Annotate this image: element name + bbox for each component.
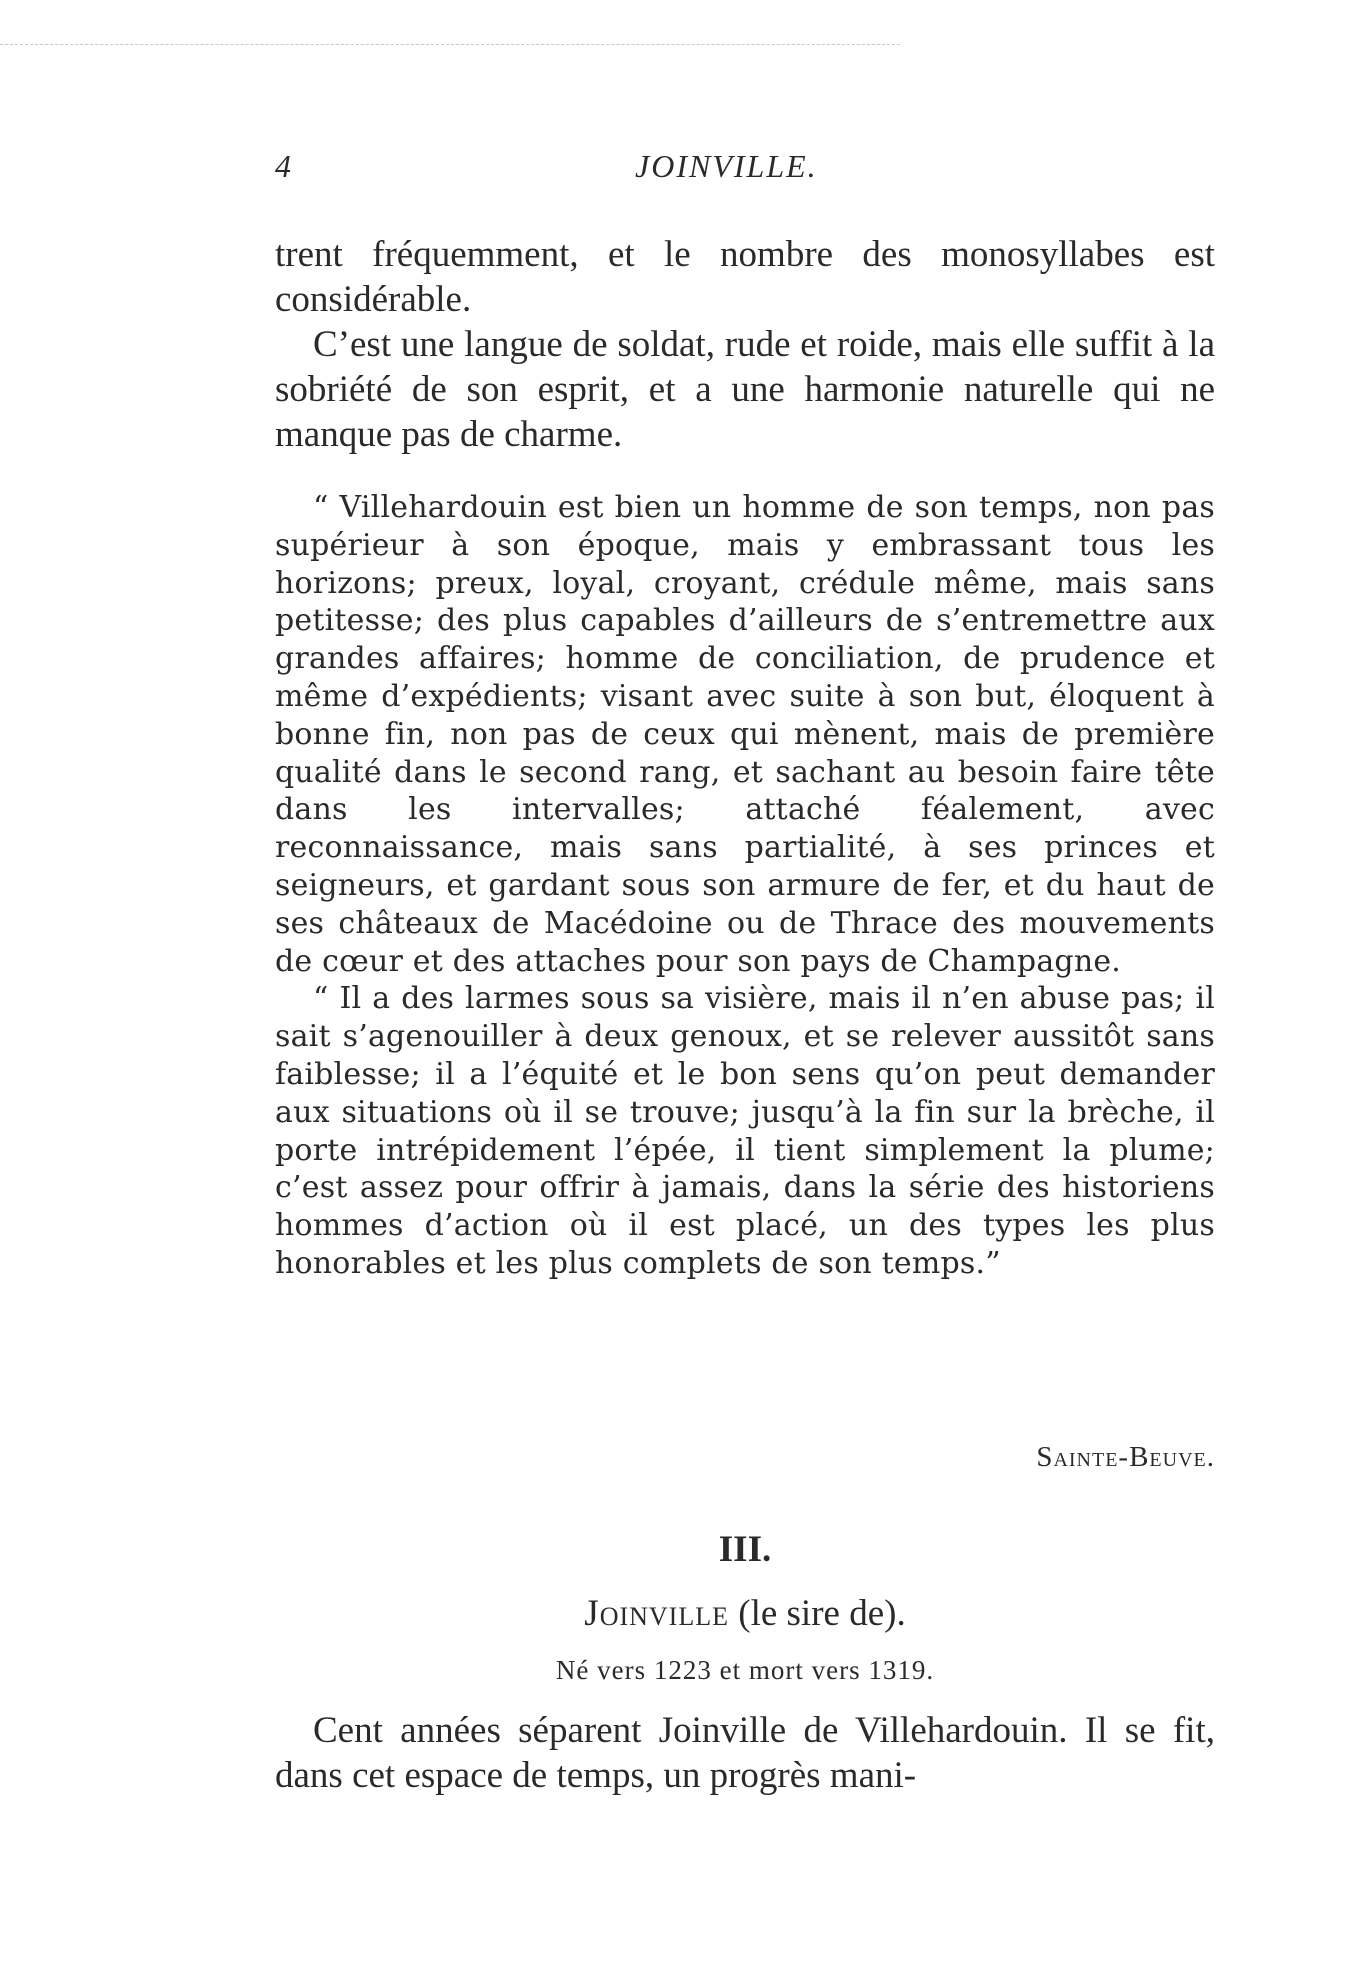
section-title bbox=[275, 1592, 1215, 1635]
quote-attribution: Sainte-Beuve. bbox=[1036, 1441, 1215, 1473]
quote-paragraph: “ Villehardouin est bien un homme de son temps, non pas supérieur à son époque, mais y embrassant tous les horizons; preux, loyal, croyant, crédule même, mais sans petitesse; des plus capables d’ailleurs de s’entremettre aux grandes affaires; homme de conciliation, de prudence et même d’expédients; visant avec suite à son but, éloquent à bonne fin, non pas de ceux qui mènent, mais de première qualité dans le second rang, et sachant au besoin faire tête dans les intervalles; attaché féalement, avec reconnaissance, mais sans partialité, à ses princes et seigneurs, et gardant sous son armure de fer, et du haut de ses châteaux de Macédoine ou de Thrace des mouvements de cœur et des attaches pour son pays de Champagne. bbox=[275, 490, 1215, 979]
body-paragraph: trent fréquemment, et le nombre des monosyllabes est considérable. bbox=[275, 234, 1215, 320]
section-title-name: Joinville bbox=[584, 1593, 729, 1634]
body-paragraph: C’est une langue de soldat, rude et roide, mais elle suffit à la sobriété de son esprit, et a une harmonie naturelle qui ne manque pas de charme. bbox=[275, 324, 1215, 455]
running-head: JOINVILLE. bbox=[635, 148, 818, 184]
section-dates: Né vers 1223 et mort vers 1319. bbox=[555, 1655, 935, 1685]
section-numeral: III. bbox=[718, 1529, 772, 1570]
quote-paragraph: “ Il a des larmes sous sa visière, mais il n’en abuse pas; il sait s’agenouiller à deux genoux, et se relever aussitôt sans faiblesse; il a l’équité et le bon sens qu’on peut demander aux situations où il se trouve; jusqu’à la fin sur la brèche, il porte intrépidement l’épée, il tient simplement la plume; c’est assez pour offrir à jamais, dans la série des historiens hommes d’action où il est placé, un des types les plus honorables et les plus complets de son temps.” bbox=[275, 981, 1215, 1281]
closing-text bbox=[275, 1708, 1215, 1798]
section-title-suffix: (le sire de). bbox=[729, 1593, 906, 1634]
closing-paragraph: Cent années séparent Joinville de Villehardouin. Il se fit, dans cet espace de temps, un progrès mani- bbox=[275, 1710, 1215, 1796]
page-number: 4 bbox=[275, 148, 291, 184]
attribution-wrap bbox=[275, 0, 1215, 1500]
